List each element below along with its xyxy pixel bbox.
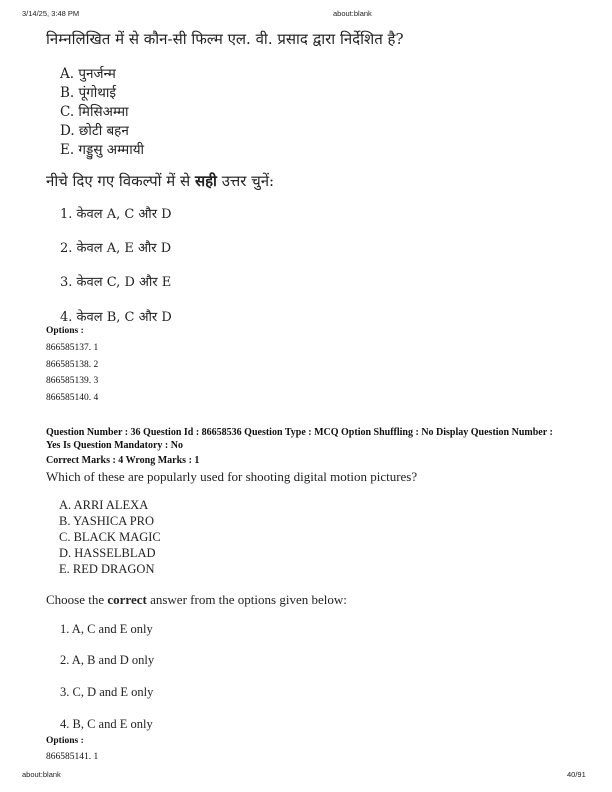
option-id: 866585140. 4 [46,393,99,403]
footer-url: about:blank [22,770,61,779]
print-timestamp: 3/14/25, 3:48 PM [22,9,80,18]
choice-item: 4. B, C and E only [60,717,153,731]
option-id: 866585141. 1 [46,752,99,762]
choice-item: 3. केवल C, D और E [60,275,172,290]
choice-item: 4. केवल B, C और D [60,310,172,325]
question-text-hindi: निम्नलिखित में से कौन-सी फिल्म एल. वी. प्रसाद द्वारा निर्देशित है? [46,30,404,48]
question-marks: Correct Marks : 4 Wrong Marks : 1 [46,455,200,466]
instruction-emphasis: सही [194,172,217,190]
option-id: 866585137. 1 [46,343,99,353]
instruction-english: Choose the correct answer from the options given below: [46,592,347,607]
list-item: A. पुनर्जन्म [60,66,116,82]
choice-item: 1. A, C and E only [60,622,153,636]
question-meta: Question Number : 36 Question Id : 86658536 Question Type : MCQ Option Shuffling : No Display Question Number : Yes Is Question Mandatory : No [46,427,553,451]
list-item: D. छोटी बहन [60,123,129,139]
list-item: D. HASSELBLAD [59,546,156,560]
choice-item: 2. A, B and D only [60,653,155,667]
option-id: 866585138. 2 [46,360,99,370]
choice-item: 2. केवल A, E और D [60,241,172,256]
list-item: E. गड्डुसु अम्मायी [60,142,145,158]
list-item: A. ARRI ALEXA [59,498,149,512]
choice-item: 3. C, D and E only [60,685,154,699]
list-item: B. पूंगोथाई [60,85,117,101]
question-text-english: Which of these are popularly used for shooting digital motion pictures? [46,469,418,484]
instruction-emphasis: correct [107,592,147,607]
list-item: B. YASHICA PRO [59,514,155,528]
instruction-hindi: नीचे दिए गए विकल्पों में से सही उत्तर चुनें: [46,172,275,190]
print-url: about:blank [333,9,372,18]
list-item: E. RED DRAGON [59,562,155,576]
list-item: C. BLACK MAGIC [59,530,161,544]
page-number: 40/91 [567,770,586,779]
options-label: Options : [46,326,84,336]
option-id: 866585139. 3 [46,376,99,386]
options-label: Options : [46,736,84,746]
list-item: C. मिसिअम्मा [60,104,129,120]
choice-item: 1. केवल A, C और D [60,207,172,222]
